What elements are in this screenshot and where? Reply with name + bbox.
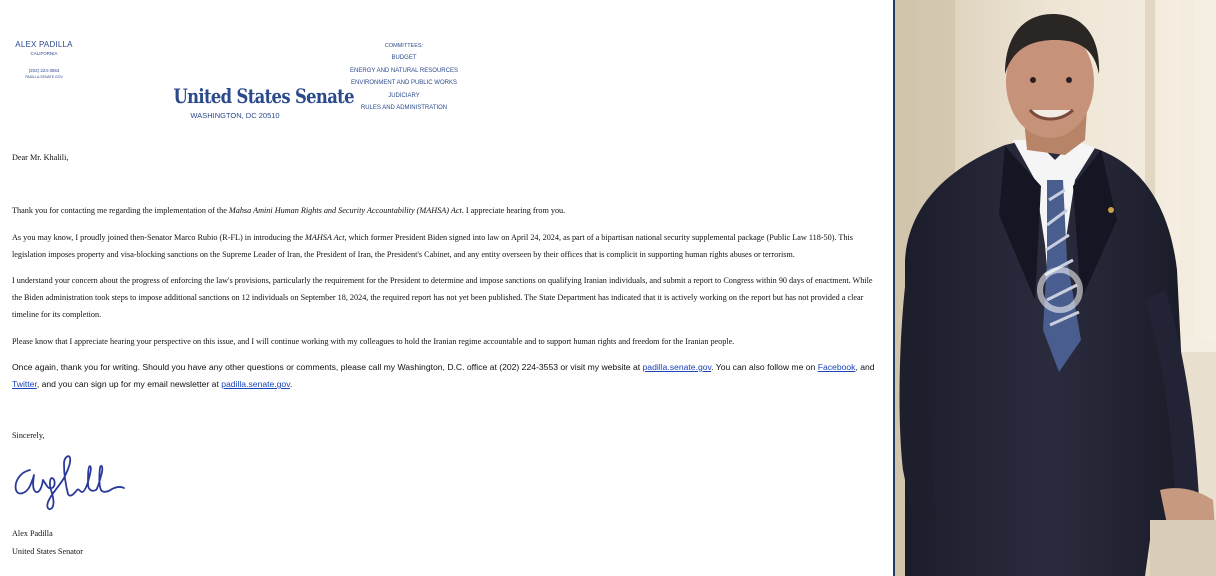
- committee-item: RULES AND ADMINISTRATION: [360, 105, 448, 112]
- committees-heading: COMMITTEES:: [384, 43, 424, 49]
- paragraph-3: I understand your concern about the progress of enforcing the law's provisions, particularly the requirement for the President to determine and impose sanctions on qualifying Iranian individuals, and submit a report to Congress within 90 days of enactment. While the Biden administration took steps to impose additional sanctions on 12 individuals on September 18, 2024, the required report has not yet been published. The State Department has indicated that it is actively working on the report but has not provided a clear timeline for its completion.: [12, 276, 873, 319]
- p5-text-a: Once again, thank you for writing. Should you have any other questions or comments, please call my Washington, D.C. office at (202) 224-3553 or visit my website at: [12, 362, 643, 372]
- senator-portrait-photo: [895, 0, 1216, 576]
- paragraph-4: Please know that I appreciate hearing your perspective on this issue, and I will continue working with my colleagues to hold the Iranian regime accountable and to support human rights and freedom for the Iranian people.: [12, 337, 735, 346]
- p1-text-a: Thank you for contacting me regarding the implementation of the: [12, 206, 229, 215]
- twitter-link[interactable]: Twitter: [12, 379, 37, 389]
- salutation: Dear Mr. Khalili,: [12, 153, 69, 162]
- p5-text-b: . You can also follow me on: [711, 362, 818, 372]
- sender-state: CALIFORNIA: [30, 51, 58, 56]
- signer-name: Alex Padilla: [12, 529, 53, 538]
- website-link[interactable]: padilla.senate.gov: [642, 362, 712, 372]
- masthead-city: WASHINGTON, DC 20510: [190, 111, 280, 120]
- committee-item: BUDGET: [391, 55, 417, 62]
- newsletter-link[interactable]: padilla.senate.gov: [221, 379, 290, 389]
- p2-text-a: As you may know, I proudly joined then-Senator Marco Rubio (R-FL) in introducing the: [12, 233, 306, 242]
- paragraph-5: [12, 359, 878, 393]
- committees-block: [340, 40, 468, 114]
- p1-act-name: Mahsa Amini Human Rights and Security Accountability (MAHSA) Act: [228, 206, 462, 215]
- handwritten-signature: [8, 448, 128, 512]
- p2-act-name: MAHSA Act: [305, 233, 345, 242]
- sender-block: [14, 40, 74, 79]
- committee-item: ENVIRONMENT AND PUBLIC WORKS: [351, 80, 457, 87]
- p5-text-e: .: [289, 379, 293, 389]
- signer-title: United States Senator: [12, 547, 83, 556]
- sender-name: ALEX PADILLA: [15, 40, 73, 49]
- committee-item: ENERGY AND NATURAL RESOURCES: [350, 67, 458, 74]
- paragraph-1: [12, 202, 878, 219]
- sender-website: PADILLA.SENATE.GOV: [25, 75, 63, 79]
- facebook-link[interactable]: Facebook: [817, 362, 856, 372]
- p1-text-b: . I appreciate hearing from you.: [461, 206, 566, 215]
- senate-masthead: [160, 84, 354, 120]
- masthead-title: United States Senate: [173, 84, 354, 108]
- paragraph-2: [12, 229, 878, 263]
- sender-phone: (202) 224-3553: [28, 68, 60, 73]
- closing: Sincerely,: [12, 431, 45, 440]
- p2-text-b: , which former President Biden signed into law on April 24, 2024, as part of a bipartisan national security supplemental package (Public Law 118-50). This legislation imposes property and visa-blocking sanctions on the Supreme Leader of Iran, the President of Iran, the President's Cabinet, and any entity overseen by their offices that is complicit in supporting human rights abuses or terrorism.: [12, 233, 853, 259]
- p5-text-c: , and: [855, 362, 875, 372]
- p5-text-d: , and you can sign up for my email newsletter at: [36, 379, 222, 389]
- committee-item: JUDICIARY: [388, 92, 420, 99]
